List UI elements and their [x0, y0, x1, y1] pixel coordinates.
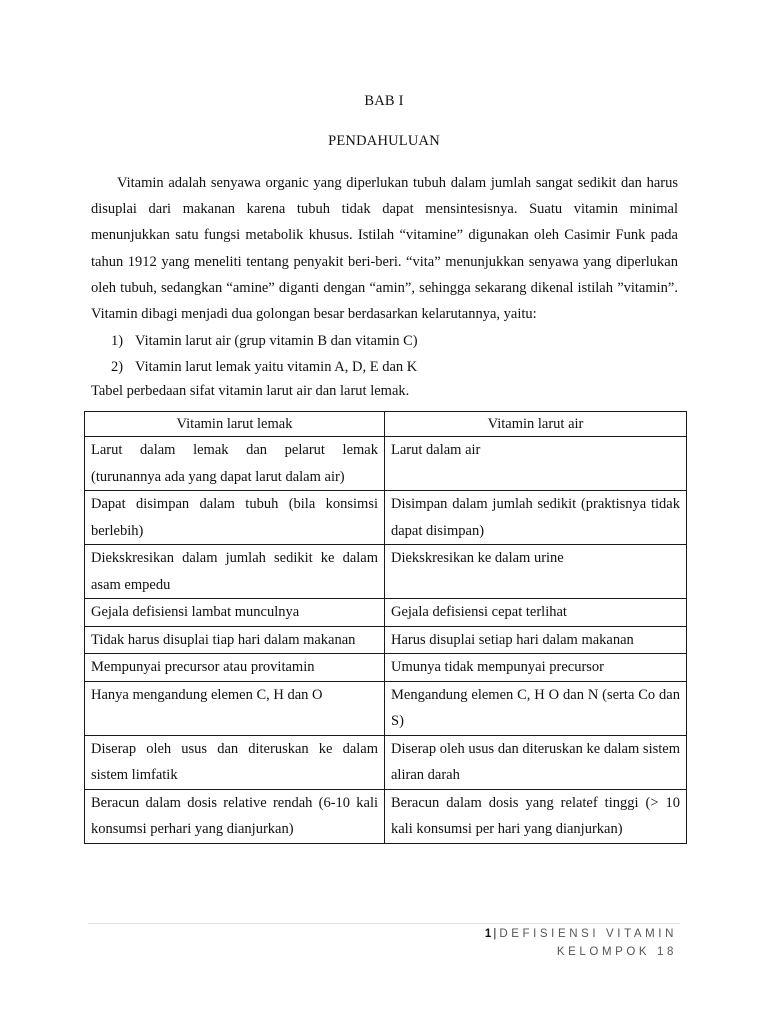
cell-fat-soluble: Hanya mengandung elemen C, H dan O — [85, 681, 385, 735]
list-item-text: Vitamin larut air (grup vitamin B dan vitamin C) — [135, 333, 418, 349]
column-header-water-soluble: Vitamin larut air — [385, 412, 687, 437]
footer-title: DEFISIENSI VITAMIN — [499, 928, 677, 940]
table-row — [85, 437, 687, 491]
list-item — [111, 328, 681, 354]
list-item-text: Vitamin larut lemak yaitu vitamin A, D, E dan K — [135, 359, 418, 375]
cell-water-soluble: Larut dalam air — [385, 437, 687, 491]
table-row — [85, 491, 687, 545]
page-number: 1 — [484, 928, 492, 940]
table-row — [85, 681, 687, 735]
cell-water-soluble: Gejala defisiensi cepat terlihat — [385, 599, 687, 627]
cell-fat-soluble: Diekskresikan dalam jumlah sedikit ke dalam asam empedu — [85, 545, 385, 599]
cell-water-soluble: Diekskresikan ke dalam urine — [385, 545, 687, 599]
list-item-number: 1) — [111, 333, 124, 349]
cell-fat-soluble: Gejala defisiensi lambat munculnya — [85, 599, 385, 627]
chapter-heading: BAB I — [364, 93, 404, 109]
cell-fat-soluble: Dapat disimpan dalam tubuh (bila konsimsi berlebih) — [85, 491, 385, 545]
cell-fat-soluble: Diserap oleh usus dan diteruskan ke dalam sistem limfatik — [85, 735, 385, 789]
table-row — [85, 789, 687, 843]
list-item-number: 2) — [111, 359, 124, 375]
table-row — [85, 626, 687, 654]
vitamin-comparison-table — [84, 411, 687, 844]
table-row — [85, 545, 687, 599]
footer-group: KELOMPOK 18 — [556, 946, 677, 958]
cell-water-soluble: Diserap oleh usus dan diteruskan ke dalam sistem aliran darah — [385, 735, 687, 789]
column-header-fat-soluble: Vitamin larut lemak — [85, 412, 385, 437]
table-row — [85, 735, 687, 789]
footer-divider — [88, 923, 680, 924]
table-row — [85, 599, 687, 627]
table-header-row — [85, 412, 687, 437]
page-title: PENDAHULUAN — [328, 133, 440, 149]
cell-water-soluble: Mengandung elemen C, H O dan N (serta Co dan S) — [385, 681, 687, 735]
table-caption: Tabel perbedaan sifat vitamin larut air dan larut lemak. — [91, 383, 410, 399]
cell-water-soluble: Disimpan dalam jumlah sedikit (praktisnya tidak dapat disimpan) — [385, 491, 687, 545]
cell-fat-soluble: Beracun dalam dosis relative rendah (6-10 kali konsumsi perhari yang dianjurkan) — [85, 789, 385, 843]
cell-water-soluble: Harus disuplai setiap hari dalam makanan — [385, 626, 687, 654]
page-footer — [485, 925, 677, 961]
cell-fat-soluble: Mempunyai precursor atau provitamin — [85, 654, 385, 682]
table-body — [85, 437, 687, 844]
footer-separator: | — [493, 928, 497, 940]
cell-fat-soluble: Tidak harus disuplai tiap hari dalam makanan — [85, 626, 385, 654]
cell-fat-soluble: Larut dalam lemak dan pelarut lemak (turunannya ada yang dapat larut dalam air) — [85, 437, 385, 491]
list-item — [111, 354, 681, 380]
table-row — [85, 654, 687, 682]
cell-water-soluble: Beracun dalam dosis yang relatef tinggi (> 10 kali konsumsi per hari yang dianjurkan) — [385, 789, 687, 843]
intro-paragraph: Vitamin adalah senyawa organic yang diperlukan tubuh dalam jumlah sangat sedikit dan harus disuplai dari makanan karena tubuh tidak dapat mensintesisnya. Suatu vitamin minimal menunjukkan satu fungsi metabolik khusus. Istilah “vitamine” digunakan oleh Casimir Funk pada tahun 1912 yang meneliti tentang penyakit beri-beri. “vita” menunjukkan senyawa yang diperlukan oleh tubuh, sedangkan “amine” diganti dengan “amin”, sehingga sekarang dikenal istilah ”vitamin”. Vitamin dibagi menjadi dua golongan besar berdasarkan kelarutannya, yaitu: — [91, 175, 678, 323]
cell-water-soluble: Umunya tidak mempunyai precursor — [385, 654, 687, 682]
vitamin-group-list — [111, 328, 681, 380]
